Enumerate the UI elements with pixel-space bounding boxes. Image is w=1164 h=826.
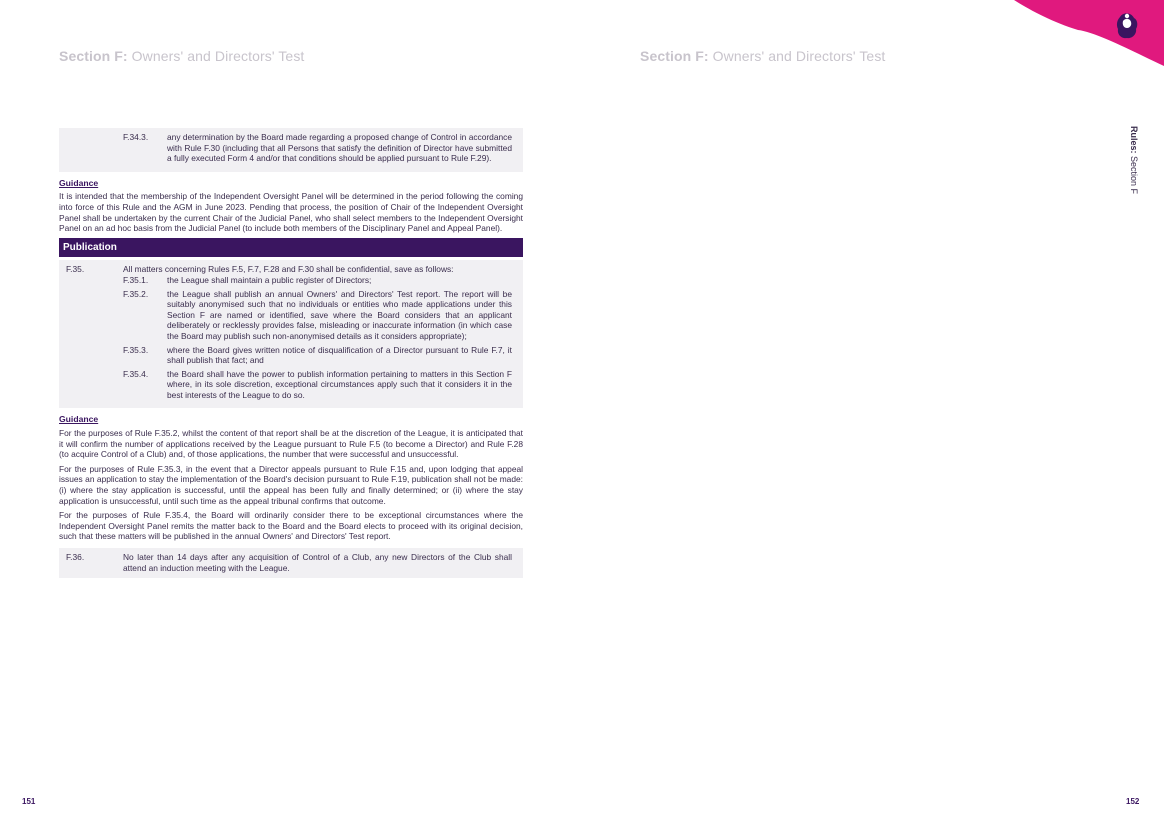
guidance-paragraph: For the purposes of Rule F.35.4, the Board will ordinarily consider there to be exceptional circumstances where the Independent Oversight Panel remits the matter back to the Board and the Board elects to proceed with its original decision, such that these matters will be published in the annual Owners' and Directors' Test report. (59, 510, 523, 542)
guidance-heading: Guidance (59, 414, 99, 425)
rule-text: where the Board gives written notice of disqualification of a Director pursuant to Rule F.7, it shall publish that fact; and (167, 344, 512, 366)
rule-text: the Board shall have the power to publish information pertaining to matters in this Section F where, in its sole discretion, exceptional circumstances apply such that it considers it in the best interests of the League to do so. (167, 368, 512, 400)
publication-heading: Publication (59, 238, 523, 258)
section-header-title: Owners' and Directors' Test (712, 48, 886, 64)
rule-f35-3 (123, 345, 512, 366)
rule-number: F.35.3. (123, 344, 149, 355)
rule-number: F.34.3. (123, 132, 149, 142)
section-header-left (59, 48, 304, 64)
rule-number: F.35.4. (123, 368, 149, 379)
side-label-rest: Section F (1129, 156, 1139, 195)
guidance-paragraph: It is intended that the membership of the Independent Oversight Panel will be determined in the period following the coming into force of this Rule and the AGM in June 2023. Pending that process, the position of Chair of the Independent Oversight Panel shall be undertaken by the current Chair of the Judicial Panel, who shall select members to the Independent Oversight Panel on an ad hoc basis from the Judicial Panel (to include both members of the Disciplinary Panel and Appeal Panel). (59, 191, 523, 234)
rule-text: the League shall publish an annual Owners' and Directors' Test report. The report will be suitably anonymised such that no individuals or entities who made applications under this Section F are named or identified, save where the Board considers that an applicant deliberately or recklessly provides false, misleading or inaccurate information (in which case the Board may publish such non-anonymised details as it considers appropriate); (167, 288, 512, 341)
rule-f35 (66, 264, 512, 275)
rule-number: F.35. (66, 264, 85, 275)
rule-f36 (66, 552, 512, 573)
rule-f34-box (59, 128, 523, 172)
rule-f35-2 (123, 289, 512, 342)
guidance-heading: Guidance (59, 177, 99, 188)
rule-number: F.36. (66, 552, 85, 562)
rule-f35-box (59, 260, 523, 408)
guidance-paragraph: For the purposes of Rule F.35.3, in the event that a Director appeals pursuant to Rule F.15 and, upon lodging that appeal issues an application to stay the implementation of the Board's decision pursuant to Rule F.19, publication shall not be made: (i) where the stay application is successful, until the appeal has been fully and finally determined; or (ii) where the stay application is unsuccessful, until such time as the appeal tribunal confirms that outcome. (59, 463, 523, 506)
section-header-right (640, 48, 885, 64)
page-number-left: 151 (22, 797, 36, 806)
rule-f35-1 (123, 275, 512, 286)
rule-f36-box (59, 548, 523, 578)
guidance-paragraph: For the purposes of Rule F.35.2, whilst the content of that report shall be at the discretion of the League, it is anticipated that it will confirm the number of applications received by the League pursuant to Rule F.5 (to become a Director) and Rule F.28 (to acquire Control of a Club) and, of those applications, the number that were successful and unsuccessful. (59, 428, 523, 460)
section-header-bold: Section F: (640, 48, 709, 64)
rule-text: No later than 14 days after any acquisition of Control of a Club, any new Directors of the Club shall attend an induction meeting with the League. (123, 552, 512, 573)
section-header-bold: Section F: (59, 48, 128, 64)
side-label-bold: Rules: (1129, 126, 1139, 154)
magenta-swoosh (1014, 0, 1164, 66)
rule-f35-4 (123, 369, 512, 401)
rule-text: All matters concerning Rules F.5, F.7, F.28 and F.30 shall be confidential, save as follows: (123, 264, 454, 275)
rule-number: F.35.2. (123, 288, 149, 299)
page-number-right: 152 (1126, 797, 1140, 806)
corner-decoration (1014, 0, 1164, 70)
rule-text: the League shall maintain a public register of Directors; (167, 274, 372, 285)
rule-text: any determination by the Board made regarding a proposed change of Control in accordance with Rule F.30 (including that all Persons that satisfy the definition of Director have submitted a fully executed Form 4 and/or that conditions should be applied pursuant to Rule F.29). (167, 132, 512, 164)
rule-f34-3 (123, 132, 512, 164)
side-section-label (1129, 126, 1139, 194)
rule-number: F.35.1. (123, 274, 149, 285)
section-header-title: Owners' and Directors' Test (131, 48, 305, 64)
page-content (59, 128, 523, 584)
